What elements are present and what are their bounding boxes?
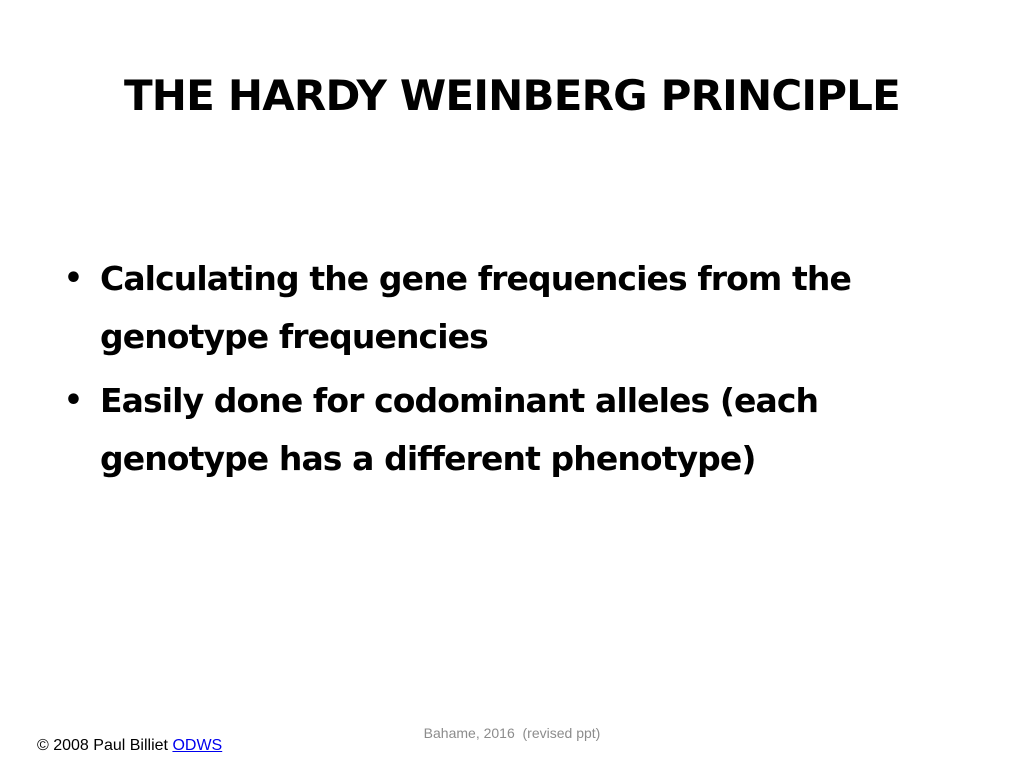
- copyright-text: © 2008 Paul Billiet: [37, 737, 168, 754]
- footer-credit: Bahame, 2016 (revised ppt): [423, 725, 601, 741]
- bullet-item: [56, 250, 936, 366]
- bullet-marker: •: [63, 383, 83, 418]
- copyright-notice: [37, 736, 222, 756]
- bullet-line: genotype frequencies: [100, 317, 488, 356]
- odws-link[interactable]: ODWS: [172, 737, 223, 754]
- slide-title: THE HARDY WEINBERG PRINCIPLE: [123, 71, 901, 120]
- bullet-item: [56, 372, 936, 488]
- bullet-list: [56, 250, 936, 494]
- bullet-marker: •: [63, 261, 83, 296]
- bullet-line: Easily done for codominant alleles (each: [100, 381, 819, 420]
- bullet-line: genotype has a different phenotype): [100, 439, 756, 478]
- bullet-line: Calculating the gene frequencies from the: [100, 259, 851, 298]
